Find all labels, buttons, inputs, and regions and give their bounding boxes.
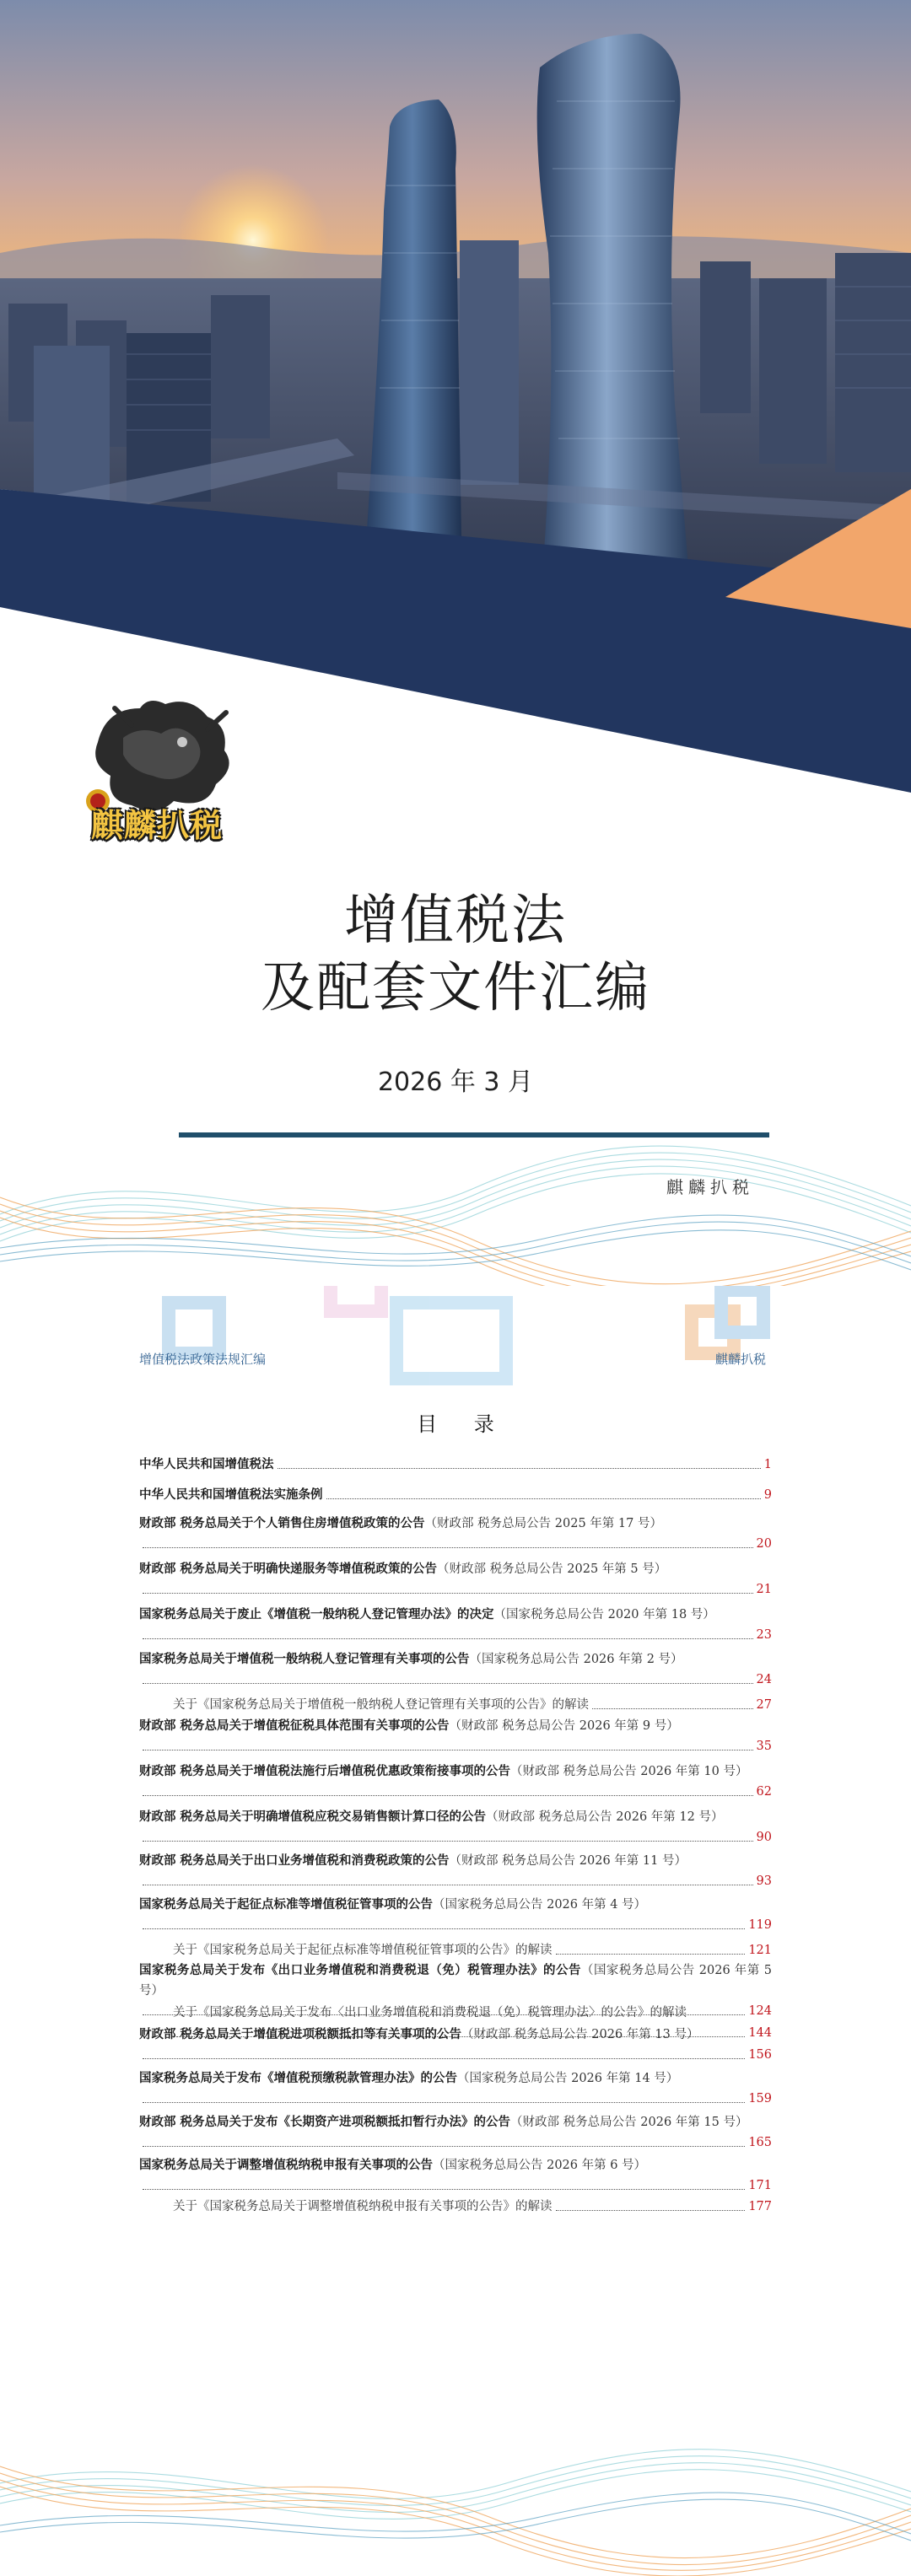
toc-entry-title: 国家税务总局关于发布《增值税预缴税款管理办法》的公告 (139, 2071, 457, 2085)
toc-entry-note: （国家税务总局公告 2026 年第 2 号） (469, 1653, 683, 1666)
toc-entry-page: 124 (748, 2004, 772, 2018)
toc-leader-dots (143, 2146, 745, 2147)
toc-leader-dots (556, 1954, 746, 1955)
toc-page (0, 1286, 911, 2576)
toc-entry[interactable] (139, 2068, 772, 2109)
toc-entry[interactable] (139, 1761, 772, 1802)
toc-entry-page: 159 (748, 2092, 772, 2105)
toc-entry-page: 119 (748, 1918, 772, 1932)
toc-entry[interactable] (139, 2112, 772, 2153)
toc-entry-note: （财政部 税务总局公告 2026 年第 10 号） (510, 1765, 748, 1778)
toc-entry-page: 35 (756, 1740, 772, 1753)
toc-entry[interactable] (173, 1695, 772, 1715)
toc-entry-title: 中华人民共和国增值税法 (139, 1457, 274, 1471)
toc-entry[interactable] (139, 1514, 772, 1554)
toc-entry-note: （国家税务总局公告 2026 年第 14 号） (457, 2072, 679, 2085)
toc-leader-dots (143, 1638, 753, 1639)
toc-entry-page: 93 (756, 1874, 772, 1888)
toc-entry-title: 财政部 税务总局关于增值税进项税额抵扣等有关事项的公告 (139, 2027, 462, 2041)
city-skyline-photo (0, 0, 911, 809)
toc-entry[interactable] (139, 2155, 772, 2196)
toc-entry-title: 关于《国家税务总局关于起征点标准等增值税征管事项的公告》的解读 (173, 1944, 553, 1957)
toc-entry-title: 财政部 税务总局关于出口业务增值税和消费税政策的公告 (139, 1853, 450, 1868)
toc-leader-dots (143, 2189, 745, 2190)
toc-entry[interactable] (139, 1649, 772, 1690)
toc-entry-title: 国家税务总局关于发布《出口业务增值税和消费税退（免）税管理办法》的公告 (139, 1963, 581, 1977)
cover-title-line2: 及配套文件汇编 (261, 957, 650, 1019)
toc-entry-page: 21 (756, 1583, 772, 1596)
toc-leader-dots (592, 1708, 753, 1709)
toc-entry[interactable] (139, 1605, 772, 1645)
toc-entry-page: 165 (748, 2136, 772, 2149)
toc-entry-title: 国家税务总局关于起征点标准等增值税征管事项的公告 (139, 1897, 433, 1912)
toc-entry-title: 财政部 税务总局关于增值税征税具体范围有关事项的公告 (139, 1718, 450, 1733)
toc-entry-title: 财政部 税务总局关于个人销售住房增值税政策的公告 (139, 1516, 425, 1530)
toc-leader-dots (143, 1841, 753, 1842)
toc-entry-title: 国家税务总局关于调整增值税纳税申报有关事项的公告 (139, 2158, 433, 2172)
toc-leader-dots (143, 1593, 753, 1594)
toc-entry[interactable] (173, 2197, 772, 2217)
toc-entry-title: 关于《国家税务总局关于调整增值税纳税申报有关事项的公告》的解读 (173, 2200, 553, 2213)
toc-entry-note: （财政部 税务总局公告 2026 年第 12 号） (486, 1810, 724, 1824)
toc-entry-page: 121 (748, 1944, 772, 1957)
toc-entry-page: 23 (756, 1628, 772, 1642)
logo-wordmark: 麒麟扒税 (91, 807, 224, 844)
toc-entry-title: 财政部 税务总局关于增值税法施行后增值税优惠政策衔接事项的公告 (139, 1764, 511, 1778)
toc-leader-dots (278, 1468, 761, 1469)
toc-entry-title: 财政部 税务总局关于明确增值税应税交易销售额计算口径的公告 (139, 1810, 487, 1824)
toc-entry-page: 20 (756, 1537, 772, 1551)
toc-entry-note: （财政部 税务总局公告 2026 年第 15 号） (510, 2116, 748, 2129)
toc-entry-title: 关于《国家税务总局关于发布〈出口业务增值税和消费税退（免）税管理办法〉的公告》的解读 (173, 2006, 687, 2019)
toc-leader-dots (556, 2210, 746, 2211)
toc-leader-dots (143, 2058, 745, 2059)
running-header-left: 增值税法政策法规汇编 (139, 1352, 267, 1367)
cover-title-line1: 增值税法 (344, 890, 567, 952)
toc-entry-page: 24 (756, 1673, 772, 1686)
toc-entry-page: 90 (756, 1831, 772, 1844)
toc-entry-note: （财政部 税务总局公告 2026 年第 13 号） (461, 2028, 699, 2041)
toc-entry-title: 财政部 税务总局关于明确快递服务等增值税政策的公告 (139, 1562, 438, 1576)
toc-entry-note: （国家税务总局公告 2026 年第 6 号） (433, 2159, 647, 2172)
decorative-waves-bottom (0, 2433, 911, 2576)
toc-entry-page: 27 (756, 1698, 772, 1712)
toc-entry-note: （财政部 税务总局公告 2026 年第 9 号） (449, 1719, 679, 1733)
running-header-right: 麒麟扒税 (715, 1352, 767, 1367)
decorative-squares (0, 1286, 911, 1404)
toc-entry-note: （财政部 税务总局公告 2025 年第 17 号） (424, 1517, 662, 1530)
toc-entry-title: 国家税务总局关于废止《增值税一般纳税人登记管理办法》的决定 (139, 1607, 494, 1621)
toc-entry-page: 9 (763, 1488, 772, 1502)
toc-entry-title: 国家税务总局关于增值税一般纳税人登记管理有关事项的公告 (139, 1652, 470, 1666)
toc-entry-note: （财政部 税务总局公告 2026 年第 11 号） (449, 1854, 687, 1868)
toc-entry-page: 144 (748, 2026, 772, 2040)
toc-leader-dots (143, 1795, 753, 1796)
toc-entry-note: （财政部 税务总局公告 2025 年第 5 号） (437, 1562, 667, 1576)
toc-entry-title: 财政部 税务总局关于发布《长期资产进项税额抵扣暂行办法》的公告 (139, 2115, 511, 2129)
cover-page (0, 0, 911, 1286)
toc-entry[interactable] (139, 1895, 772, 1935)
toc-entry[interactable] (173, 1940, 772, 1960)
toc-entry-note: （国家税务总局公告 2026 年第 5 号） (139, 1964, 773, 1998)
toc-entry-page: 171 (748, 2179, 772, 2192)
toc-entry[interactable] (139, 1485, 772, 1505)
toc-entry-page: 62 (756, 1785, 772, 1799)
toc-leader-dots (143, 1683, 753, 1684)
toc-entry[interactable] (139, 2025, 772, 2065)
toc-heading: 目 录 (417, 1412, 509, 1436)
cover-divider (179, 1132, 769, 1137)
toc-entry-note: （国家税务总局公告 2026 年第 4 号） (433, 1898, 647, 1912)
toc-entry[interactable] (139, 1455, 772, 1475)
cover-publisher: 麒麟扒税 (666, 1177, 754, 1197)
toc-entry-page: 156 (748, 2048, 772, 2062)
toc-entry-page: 177 (748, 2200, 772, 2213)
decorative-waves (0, 1113, 911, 1286)
toc-leader-dots (326, 1498, 761, 1499)
toc-entry[interactable] (139, 1559, 772, 1600)
toc-entry-title: 中华人民共和国增值税法实施条例 (139, 1487, 323, 1502)
toc-entry-page: 1 (763, 1458, 772, 1471)
toc-entry-title: 关于《国家税务总局关于增值税一般纳税人登记管理有关事项的公告》的解读 (173, 1698, 589, 1712)
toc-leader-dots (143, 1928, 745, 1929)
cover-date: 2026 年 3 月 (377, 1068, 534, 1097)
toc-entry-note: （国家税务总局公告 2020 年第 18 号） (493, 1608, 715, 1621)
toc-entry[interactable] (139, 1807, 772, 1847)
toc-leader-dots (143, 1547, 753, 1548)
toc-entry[interactable] (139, 1716, 772, 1756)
toc-entry[interactable] (139, 1851, 772, 1891)
toc-leader-dots (143, 2102, 745, 2103)
